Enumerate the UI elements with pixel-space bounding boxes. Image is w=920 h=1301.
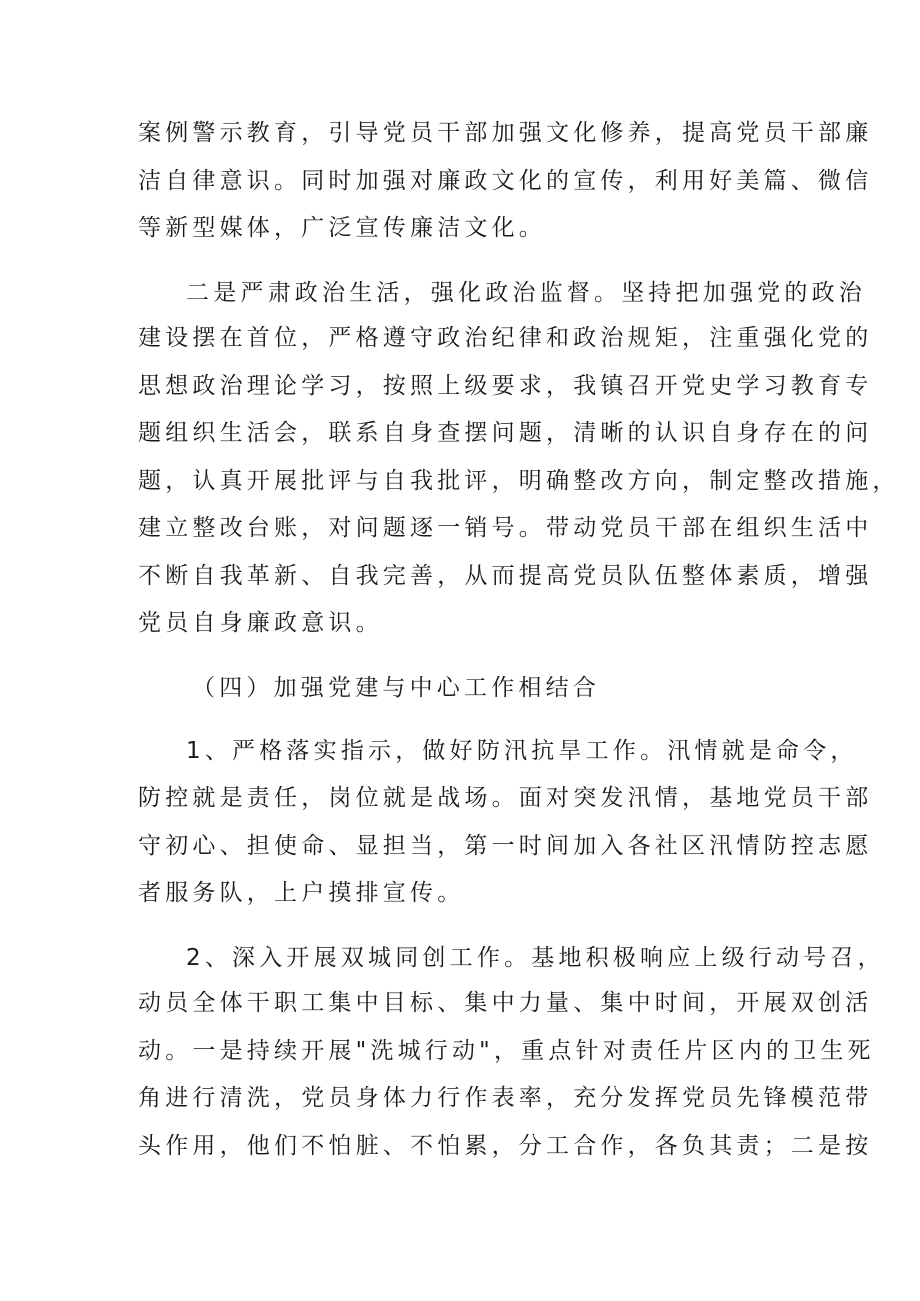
paragraph-line: 党员自身廉政意识。 <box>138 610 383 636</box>
paragraph-line: 案例警示教育，引导党员干部加强文化修养，提高党员干部廉 <box>138 120 873 146</box>
paragraph-line: 头作用，他们不怕脏、不怕累，分工合作，各负其责；二是按 <box>138 1133 873 1159</box>
paragraph-line: 不断自我革新、自我完善，从而提高党员队伍整体素质，增强 <box>138 563 873 589</box>
paragraph-line: 动。一是持续开展"洗城行动"，重点针对责任片区内的卫生死 <box>138 1038 875 1064</box>
paragraph-line: 防控就是责任，岗位就是战场。面对突发汛情，基地党员干部 <box>138 785 873 811</box>
paragraph-line: 守初心、担使命、显担当，第一时间加入各社区汛情防控志愿 <box>138 833 873 859</box>
paragraph-line: 动员全体干职工集中目标、集中力量、集中时间，开展双创活 <box>138 990 873 1016</box>
paragraph-line: 二是严肃政治生活，强化政治监督。坚持把加强党的政治 <box>186 280 866 306</box>
paragraph-line: 等新型媒体，广泛宣传廉洁文化。 <box>138 215 546 241</box>
paragraph-line: 建设摆在首位，严格遵守政治纪律和政治规矩，注重强化党的 <box>138 325 873 351</box>
section-heading: （四）加强党建与中心工作相结合 <box>192 675 600 701</box>
paragraph-line: 者服务队，上户摸排宣传。 <box>138 880 465 906</box>
paragraph-line: 角进行清洗，党员身体力行作表率，充分发挥党员先锋模范带 <box>138 1085 873 1111</box>
paragraph-line: 题，认真开展批评与自我批评，明确整改方向，制定整改措施， <box>138 468 900 494</box>
paragraph-line: 2、深入开展双城同创工作。基地积极响应上级行动号召， <box>186 945 885 971</box>
paragraph-line: 1、严格落实指示，做好防汛抗旱工作。汛情就是命令， <box>186 738 858 764</box>
paragraph-line: 洁自律意识。同时加强对廉政文化的宣传，利用好美篇、微信 <box>138 168 873 194</box>
paragraph-line: 建立整改台账，对问题逐一销号。带动党员干部在组织生活中 <box>138 515 873 541</box>
paragraph-line: 题组织生活会，联系自身查摆问题，清晰的认识自身存在的问 <box>138 420 873 446</box>
paragraph-line: 思想政治理论学习，按照上级要求，我镇召开党史学习教育专 <box>138 373 873 399</box>
